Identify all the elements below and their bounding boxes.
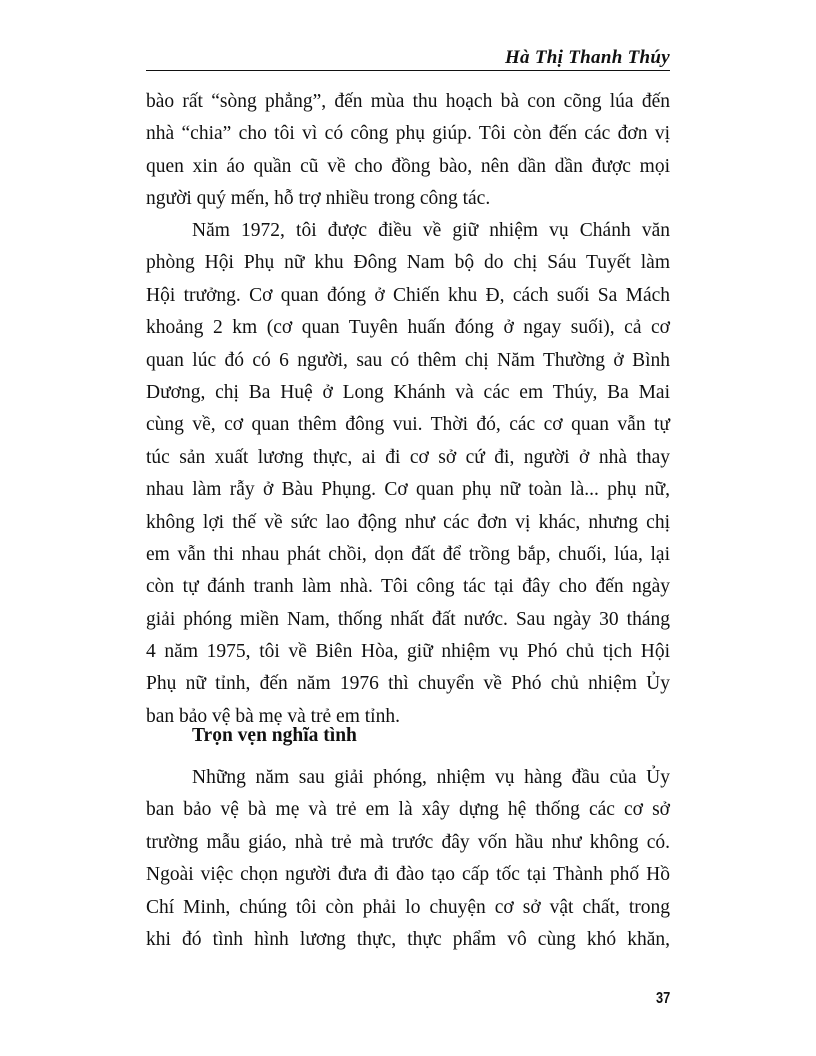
paragraph-3 bbox=[146, 762, 670, 956]
text-line: khoảng 2 km (cơ quan Tuyên huấn đóng ở ngay suối), cả cơ bbox=[146, 317, 670, 339]
text-line: Ngoài việc chọn người đưa đi đào tạo cấp tốc tại Thành phố Hồ bbox=[146, 864, 670, 886]
text-line: nhau làm rẫy ở Bàu Phụng. Cơ quan phụ nữ toàn là... phụ nữ, bbox=[146, 479, 670, 501]
text-line: quen xin áo quần cũ về cho đồng bào, nên dần dần được mọi bbox=[146, 155, 670, 177]
text-line: khi đó tình hình lương thực, thực phẩm vô cùng khó khăn, bbox=[146, 928, 670, 950]
text-line: Những năm sau giải phóng, nhiệm vụ hàng đầu của Ủy bbox=[192, 767, 670, 788]
text-line: Hội trưởng. Cơ quan đóng ở Chiến khu Đ, cách suối Sa Mách bbox=[146, 284, 670, 306]
text-line: 4 năm 1975, tôi về Biên Hòa, giữ nhiệm vụ Phó chủ tịch Hội bbox=[146, 641, 670, 663]
text-line: túc sản xuất lương thực, ai đi cơ sở cứ đi, người ở nhà thay bbox=[146, 446, 670, 468]
section-heading: Trọn vẹn nghĩa tình bbox=[192, 725, 357, 746]
page-number: 37 bbox=[656, 990, 671, 1007]
text-line: em vẫn thi nhau phát chồi, dọn đất để trồng bắp, chuối, lúa, lại bbox=[146, 543, 670, 565]
text-line: Năm 1972, tôi được điều về giữ nhiệm vụ Chánh văn bbox=[192, 220, 670, 241]
text-line: ban bảo vệ bà mẹ và trẻ em là xây dựng hệ thống các cơ sở bbox=[146, 799, 670, 821]
paragraph-1 bbox=[146, 86, 670, 216]
text-line: không lợi thế về sức lao động như các đơn vị khác, nhưng chị bbox=[146, 511, 670, 533]
text-line: Dương, chị Ba Huệ ở Long Khánh và các em Thúy, Ba Mai bbox=[146, 381, 670, 403]
text-line: giải phóng miền Nam, thống nhất đất nước. Sau ngày 30 tháng bbox=[146, 608, 670, 630]
text-line: trường mẫu giáo, nhà trẻ mà trước đây vốn hầu như không có. bbox=[146, 831, 670, 853]
text-line: quan lúc đó có 6 người, sau có thêm chị Năm Thường ở Bình bbox=[146, 349, 670, 371]
running-header bbox=[146, 46, 670, 71]
text-line: Phụ nữ tỉnh, đến năm 1976 thì chuyển về Phó chủ nhiệm Ủy bbox=[146, 673, 670, 695]
text-line: Chí Minh, chúng tôi còn phải lo chuyện cơ sở vật chất, trong bbox=[146, 896, 670, 918]
text-line: nhà “chia” cho tôi vì có công phụ giúp. Tôi còn đến các đơn vị bbox=[146, 123, 670, 145]
text-line: còn tự đánh tranh làm nhà. Tôi công tác tại đây cho đến ngày bbox=[146, 576, 670, 598]
paragraph-2 bbox=[146, 215, 670, 733]
text-line: ban bảo vệ bà mẹ và trẻ em tỉnh. bbox=[146, 705, 400, 727]
author-name: Hà Thị Thanh Thúy bbox=[504, 47, 670, 68]
text-line: người quý mến, hỗ trợ nhiều trong công tác. bbox=[146, 188, 491, 210]
text-line: bào rất “sòng phẳng”, đến mùa thu hoạch bà con cõng lúa đến bbox=[146, 91, 670, 112]
text-line: phòng Hội Phụ nữ khu Đông Nam bộ do chị Sáu Tuyết làm bbox=[146, 252, 670, 274]
text-line: cùng về, cơ quan thêm đông vui. Thời đó, các cơ quan vẫn tự bbox=[146, 414, 670, 436]
